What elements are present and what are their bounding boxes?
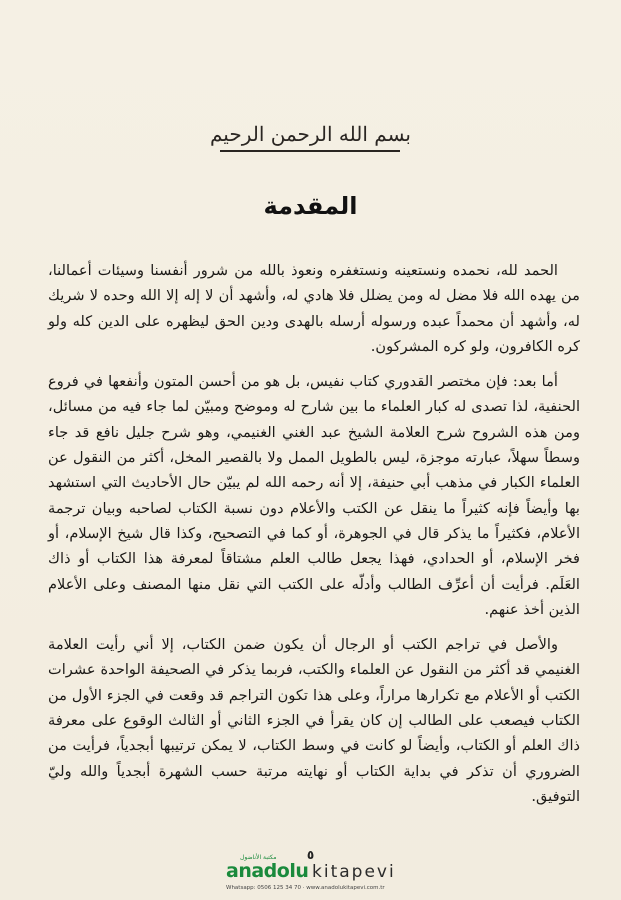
paragraph-1: الحمد لله، نحمده ونستعينه ونستغفره ونعوذ بالله من شرور أنفسنا وسيئات أعمالنا، من يهده الله فلا مضل له ومن يضلل فلا هادي له، وأشهد أن لا إله إلا الله وحده لا شريك له، وأشهد أن محمداً عبده ورسوله أرسله بالهدى ودين الحق ليظهره على الدين كله ولو كره الكافرون، ولو كره المشركون. — [48, 262, 580, 355]
paragraph-2: أما بعد: فإن مختصر القدوري كتاب نفيس، بل هو من أحسن المتون وأنفعها في فروع الحنفية، لذا تصدى له كبار العلماء ما بين شارح له وموضح ومبيّن لما جاء فيه من مسائل، ومن هذه الشروح شرح العلامة الشيخ عبد الغني الغنيمي، وهو شرح جليل نافع قد جاء وسطاً سهلاً، عبارته موجزة، ليس بالطويل الممل ولا بالقصير المخل، أكثر من النقول عن العلماء الكبار في مذهب أبي حنيفة، إلا أنه رحمه الله لم يبيّن حال الأحاديث التي استشهد بها وأيضاً فإنه كثيراً ما ينقل عن الكتب والأعلام دون نسبة الكتاب لصاحبه وبيان ترجمة الأعلام، فكثيراً ما يذكر قال في الجوهرة، أو كما في التصحيح، وكذا قال شيخ الإسلام، أو فخر الإسلام، أو الحدادي، فهذا يجعل طالب العلم مشتاقاً لمعرفة هذا الكتاب أو ذاك العَلَم. فرأيت أن أعرِّف الطالب وأدلّه على الكتب التي نقل منها المصنف وعلى الأعلام الذين أخذ عنهم. — [48, 373, 580, 618]
basmala-calligraphy: بسم الله الرحمن الرحيم — [209, 122, 411, 146]
paragraph-3: والأصل في تراجم الكتب أو الرجال أن يكون ضمن الكتاب، إلا أني رأيت العلامة الغنيمي قد أكثر من النقول عن العلماء والكتب، فربما يذكر في الصحيفة الواحدة عشرات الكتب أو الأعلام مع تكرارها مراراً، وعلى هذا تكون التراجم قد وقعت في الجزء الأول من الكتاب فيصعب على الطالب إن كان يقرأ في الجزء الثاني أو الثالث الوقوع على معرفة ذاك العلم أو الكتاب، وأيضاً لو كانت في وسط الكتاب، لا يمكن ترتيبها أبجدياً، فرأيت من الضروري أن تذكر في بداية الكتاب أو نهايته مرتبة حسب الشهرة أبجدياً والله وليّ التوفيق. — [48, 636, 580, 805]
watermark-logo: anadolu — [226, 860, 309, 882]
watermark-name: kitapevi — [312, 862, 396, 882]
body-text — [48, 258, 580, 819]
publisher-watermark — [226, 854, 404, 896]
page-title: المقدمة — [263, 192, 358, 220]
basmala-underline — [220, 150, 400, 152]
watermark-arabic-tag: مكتبة الأناضول — [240, 854, 277, 861]
page-number: ٥ — [306, 848, 315, 862]
watermark-contact: Whatsapp: 0506 125 34 70 · www.anadolukitapevi.com.tr — [226, 885, 385, 891]
